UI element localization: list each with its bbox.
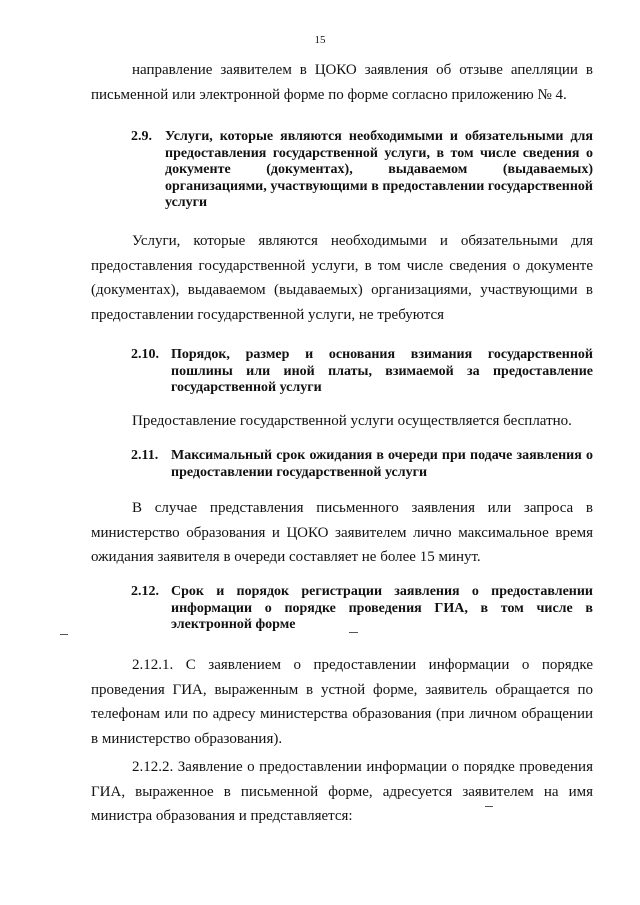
section-2-12-2-text: 2.12.2. Заявление о предоставлении информации о порядке проведения ГИА, выраженное в письменной форме, адресуется заявителем на имя министра образования и представляется: [91, 759, 593, 824]
section-number: 2.10. [131, 347, 159, 362]
section-title: Порядок, размер и основания взимания государственной пошлины или иной платы, взимаемой за предоставление государственной услуги [171, 347, 593, 395]
scan-mark [349, 632, 358, 633]
section-title: Максимальный срок ожидания в очереди при подаче заявления о предоставлении государственной услуги [171, 448, 593, 480]
section-2-11-heading [131, 448, 593, 481]
scan-mark [60, 634, 68, 635]
scan-mark [485, 806, 493, 807]
section-2-9-heading [131, 129, 593, 212]
section-2-10-text: Предоставление государственной услуги осуществляется бесплатно. [132, 413, 572, 429]
section-title: Услуги, которые являются необходимыми и обязательными для предоставления государственной услуги, в том числе сведения о документе (документах), выдаваемом (выдаваемых) организациями, участвующими в предоставлении государственной услуги [165, 129, 593, 210]
section-2-12-heading [131, 584, 593, 634]
section-number: 2.9. [131, 129, 152, 144]
section-2-11-text: В случае представления письменного заявления или запроса в министерство образования и ЦОКО заявителем лично максимальное время ожидания заявителя в очереди составляет не более 15 минут. [91, 500, 593, 565]
page-number: 15 [314, 34, 326, 46]
section-2-12-1-text: 2.12.1. С заявлением о предоставлении информации о порядке проведения ГИА, выраженным в устной форме, заявитель обращается по телефонам или по адресу министерства образования (при личном обращении в министерство образования). [91, 657, 593, 747]
section-2-10-heading [131, 347, 593, 397]
section-number: 2.11. [131, 448, 159, 463]
intro-paragraph: направление заявителем в ЦОКО заявления об отзыве апелляции в письменной или электронной форме по форме согласно приложению № 4. [91, 62, 593, 103]
section-title: Срок и порядок регистрации заявления о предоставлении информации о порядке проведения ГИА, в том числе в электронной форме [171, 584, 593, 632]
section-number: 2.12. [131, 584, 159, 599]
section-2-9-text: Услуги, которые являются необходимыми и обязательными для предоставления государственной услуги, в том числе сведения о документе (документах), выдаваемом (выдаваемых) организациями, участвующими в предоставлении государственной услуги, не требуются [91, 233, 593, 323]
